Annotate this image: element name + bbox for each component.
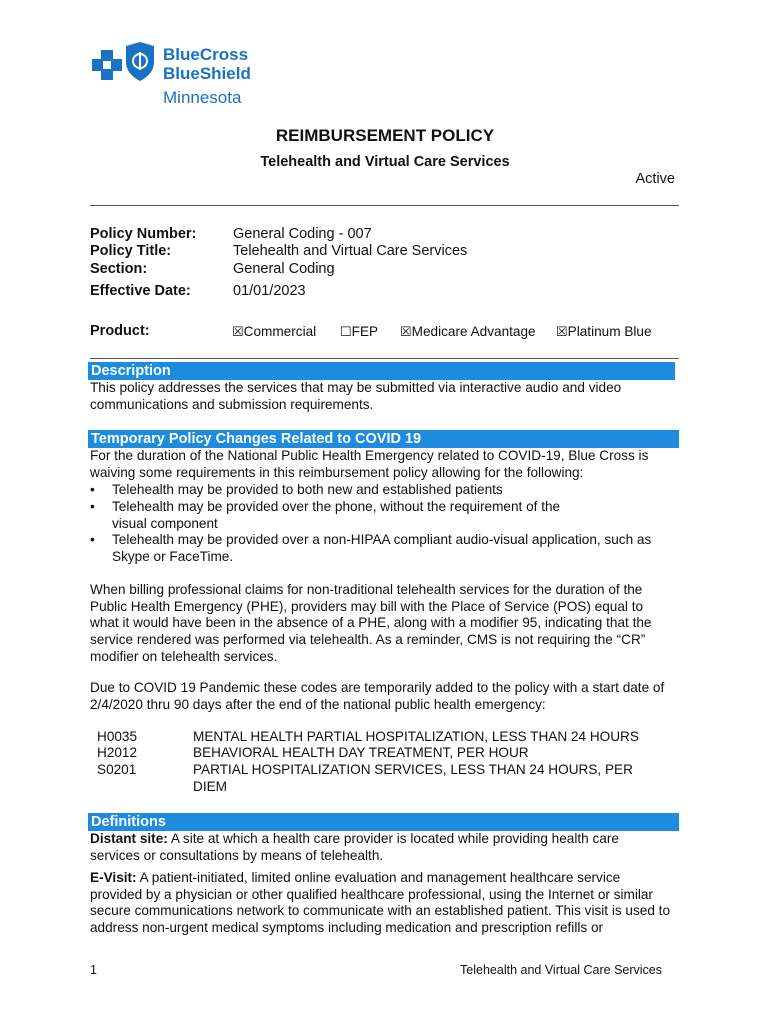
- code-s0201-desc: PARTIAL HOSPITALIZATION SERVICES, LESS THAN 24 HOURS, PER DIEM: [193, 762, 633, 794]
- page-subtitle: Telehealth and Virtual Care Services: [260, 154, 510, 170]
- checked-box-icon: ☒: [400, 324, 412, 339]
- list-item: • Telehealth may be provided over the phone, without the requirement of the visual component: [90, 499, 561, 531]
- code-h2012: H2012: [97, 745, 138, 760]
- logo-line-minnesota: Minnesota: [163, 88, 242, 107]
- footer-title: Telehealth and Virtual Care Services: [460, 963, 662, 977]
- product-label: Product:: [90, 323, 150, 339]
- checked-box-icon: ☒: [556, 324, 568, 339]
- covid-intro: For the duration of the National Public Health Emergency related to COVID-19, Blue Cross is waiving some requirements in this reimbursement policy allowing for the following:: [90, 448, 649, 480]
- product-option-fep: ☐FEP: [340, 324, 379, 339]
- definition-distant-site: Distant site: A site at which a health care provider is located while providing health care services or consultations by means of telehealth.: [90, 831, 619, 863]
- checked-box-icon: ☒: [232, 324, 244, 339]
- policy-number-value: General Coding - 007: [233, 226, 372, 242]
- covid-header: Temporary Policy Changes Related to COVID 19: [88, 430, 679, 448]
- policy-title-value: Telehealth and Virtual Care Services: [233, 243, 468, 259]
- bcbs-logo: [88, 40, 288, 110]
- unchecked-box-icon: ☐: [340, 324, 352, 339]
- page-number: 1: [90, 963, 97, 977]
- code-h0035-desc: MENTAL HEALTH PARTIAL HOSPITALIZATION, LESS THAN 24 HOURS: [193, 729, 639, 744]
- divider: [90, 358, 679, 359]
- code-s0201: S0201: [97, 762, 137, 777]
- list-item: • Telehealth may be provided to both new and established patients: [90, 482, 503, 497]
- bullet-icon: •: [90, 532, 95, 547]
- code-h0035: H0035: [97, 729, 138, 744]
- bullet-icon: •: [90, 482, 95, 497]
- list-item: • Telehealth may be provided over a non-HIPAA compliant audio-visual application, such as Skype or FaceTime.: [90, 532, 652, 564]
- effective-date-label: Effective Date:: [90, 283, 191, 299]
- codes-intro: Due to COVID 19 Pandemic these codes are temporarily added to the policy with a start date of 2/4/2020 thru 90 days after the end of the national public health emergency:: [90, 680, 665, 712]
- blue-shield-icon: [124, 42, 156, 82]
- section-label: Section:: [90, 261, 148, 277]
- status-label: Active: [635, 171, 675, 187]
- policy-title-label: Policy Title:: [90, 243, 172, 259]
- page-title: REIMBURSEMENT POLICY: [275, 126, 495, 145]
- code-h2012-desc: BEHAVIORAL HEALTH DAY TREATMENT, PER HOUR: [193, 745, 529, 760]
- definition-e-visit: E-Visit: A patient-initiated, limited online evaluation and management healthcare service provided by a physician or other qualified healthcare professional, using the Internet or similar secure communications network to communicate with an established patient. This visit is used to address non-urgent medical symptoms including medication and prescription refills or: [90, 870, 671, 936]
- description-text: This policy addresses the services that may be submitted via interactive audio and video communications and submission requirements.: [90, 380, 622, 412]
- effective-date-value: 01/01/2023: [233, 283, 306, 299]
- product-option-medicare-advantage: ☒Medicare Advantage: [400, 324, 536, 339]
- product-option-commercial: ☒Commercial: [232, 324, 317, 339]
- logo-line-blueshield: BlueShield: [163, 64, 251, 83]
- description-header: Description: [88, 362, 675, 380]
- blue-cross-icon: [90, 48, 124, 82]
- definitions-header: Definitions: [88, 813, 679, 831]
- policy-number-label: Policy Number:: [90, 226, 197, 242]
- billing-paragraph: When billing professional claims for non-traditional telehealth services for the duration of the Public Health Emergency (PHE), providers may bill with the Place of Service (POS) equal to what it would have been in the absence of a PHE, along with a modifier 95, indicating that the service rendered was performed via telehealth. As a reminder, CMS is not requiring the “CR” modifier on telehealth services.: [90, 582, 652, 664]
- section-value: General Coding: [233, 261, 335, 277]
- logo-line-bluecross: BlueCross: [163, 45, 249, 64]
- bullet-icon: •: [90, 499, 95, 514]
- product-option-platinum-blue: ☒Platinum Blue: [556, 324, 652, 339]
- divider: [90, 205, 679, 206]
